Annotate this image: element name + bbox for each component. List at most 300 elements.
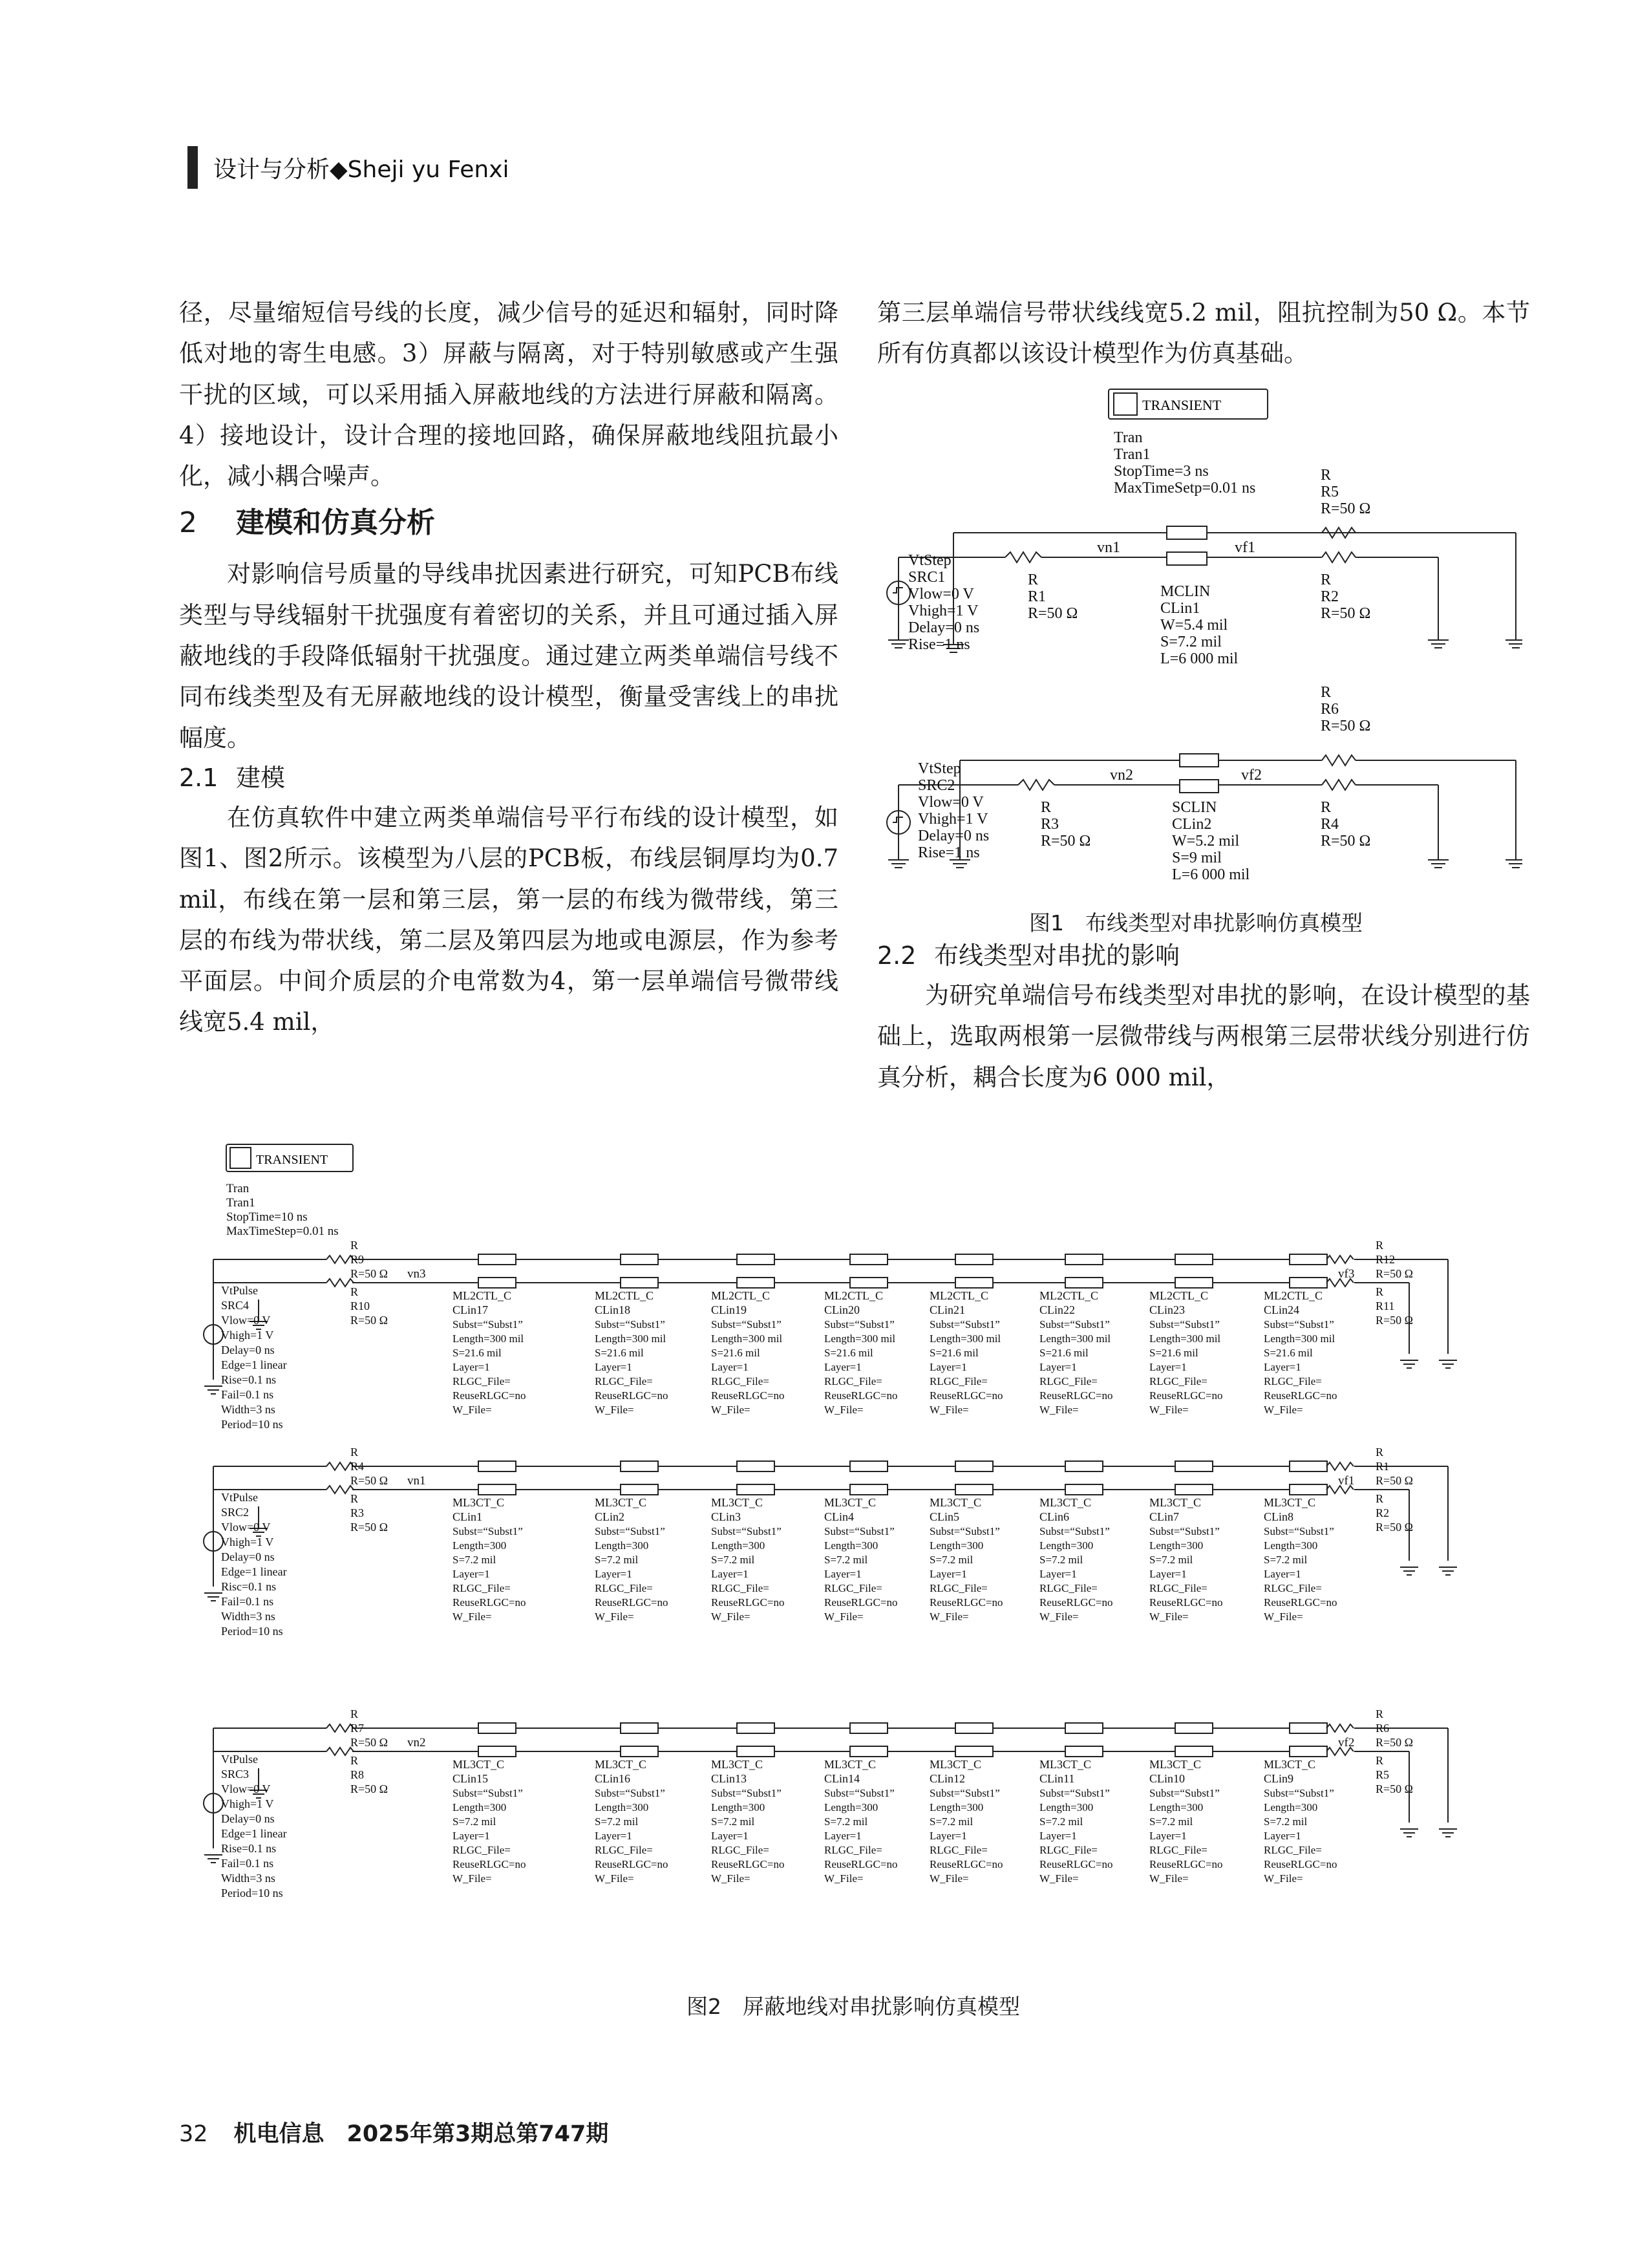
- sclin-label: W=5.2 mil: [1172, 833, 1240, 850]
- coupled-line-param: W_File=: [1149, 1610, 1189, 1623]
- resistor-label: R=50 Ω: [1376, 1474, 1414, 1487]
- source-label: SRC4: [221, 1299, 250, 1312]
- coupled-line-param: RLGC_File=: [1039, 1844, 1098, 1856]
- coupled-line-param: ReuseRLGC=no: [595, 1389, 668, 1402]
- coupled-line-param: Subst=“Subst1”: [1039, 1318, 1110, 1331]
- coupled-line-param: Subst=“Subst1”: [711, 1787, 782, 1799]
- coupled-line-param: S=21.6 mil: [711, 1347, 760, 1359]
- coupled-line-param: ReuseRLGC=no: [930, 1596, 1003, 1609]
- r6-label: R6: [1321, 701, 1339, 718]
- coupled-line-type: ML3CT_C: [452, 1758, 505, 1771]
- figure-2: [187, 1139, 1519, 1973]
- resistor-label: R12: [1376, 1253, 1396, 1266]
- coupled-line-param: Layer=1: [595, 1830, 632, 1842]
- coupled-line-param: Subst=“Subst1”: [452, 1318, 523, 1331]
- coupled-line-name: CLin13: [711, 1772, 747, 1785]
- coupled-line-param: S=21.6 mil: [824, 1347, 873, 1359]
- source-label: Fail=0.1 ns: [221, 1857, 274, 1870]
- coupled-line-param: Layer=1: [1039, 1568, 1077, 1580]
- coupled-line-param: W_File=: [711, 1610, 750, 1623]
- coupled-line-param: ReuseRLGC=no: [452, 1389, 526, 1402]
- resistor-label: R: [1376, 1239, 1384, 1252]
- resistor-label: R7: [350, 1722, 365, 1735]
- coupled-line-type: ML3CT_C: [824, 1758, 877, 1771]
- coupled-line-name: CLin3: [711, 1510, 741, 1523]
- coupled-line-param: RLGC_File=: [595, 1375, 653, 1387]
- r4-label: R=50 Ω: [1321, 833, 1371, 850]
- src2-label: Vlow=0 V: [918, 794, 984, 811]
- source-label: Delay=0 ns: [221, 1343, 275, 1356]
- coupled-line-name: CLin5: [930, 1510, 960, 1523]
- coupled-line-type: ML3CT_C: [930, 1758, 982, 1771]
- coupled-line-param: Subst=“Subst1”: [711, 1525, 782, 1537]
- coupled-line-param: ReuseRLGC=no: [824, 1389, 898, 1402]
- coupled-line-type: ML2CTL_C: [930, 1289, 989, 1302]
- coupled-line-param: ReuseRLGC=no: [930, 1858, 1003, 1870]
- resistor-label: R=50 Ω: [350, 1521, 388, 1534]
- resistor-label: R5: [1376, 1768, 1390, 1781]
- coupled-line-type: ML3CT_C: [711, 1496, 763, 1509]
- coupled-line-param: Length=300: [595, 1539, 649, 1552]
- coupled-line-param: Length=300 mil: [1149, 1332, 1221, 1345]
- right-para-2: 为研究单端信号布线类型对串扰的影响，在设计模型的基础上，选取两根第一层微带线与两根第三层带状线分别进行仿真分析，耦合长度为6 000 mil，: [877, 981, 1530, 1091]
- coupled-line-param: Subst=“Subst1”: [1264, 1525, 1334, 1537]
- coupled-line-param: W_File=: [824, 1872, 864, 1885]
- source-label: Width=3 ns: [221, 1610, 275, 1623]
- coupled-line-param: RLGC_File=: [824, 1375, 882, 1387]
- tran-line: Tran1: [1114, 446, 1151, 463]
- coupled-line-name: CLin11: [1039, 1772, 1075, 1785]
- section-title: 建模和仿真分析: [236, 506, 435, 540]
- src1-label: Vhigh=1 V: [908, 603, 979, 619]
- coupled-line-param: RLGC_File=: [595, 1844, 653, 1856]
- figure-1: [869, 383, 1522, 893]
- coupled-line-name: CLin6: [1039, 1510, 1070, 1523]
- coupled-line-param: RLGC_File=: [711, 1582, 769, 1594]
- coupled-line-param: Layer=1: [1149, 1361, 1187, 1373]
- running-header: [187, 147, 509, 187]
- coupled-line-param: RLGC_File=: [1264, 1582, 1322, 1594]
- coupled-line-param: W_File=: [930, 1404, 969, 1416]
- coupled-line-type: ML2CTL_C: [711, 1289, 771, 1302]
- coupled-line-type: ML3CT_C: [824, 1496, 877, 1509]
- coupled-line-name: CLin16: [595, 1772, 631, 1785]
- resistor-label: R=50 Ω: [350, 1736, 388, 1749]
- header-text: 设计与分析◆Sheji yu Fenxi: [213, 156, 509, 183]
- coupled-line-type: ML3CT_C: [1264, 1496, 1316, 1509]
- coupled-line-type: ML3CT_C: [1264, 1758, 1316, 1771]
- coupled-line-param: Length=300: [595, 1801, 649, 1813]
- coupled-line-param: W_File=: [1039, 1404, 1079, 1416]
- coupled-line-param: S=7.2 mil: [930, 1554, 973, 1566]
- coupled-line-param: Layer=1: [824, 1361, 862, 1373]
- coupled-line-param: Length=300 mil: [824, 1332, 896, 1345]
- resistor-label: R: [350, 1492, 359, 1505]
- coupled-line-param: S=7.2 mil: [1264, 1554, 1308, 1566]
- coupled-line-param: RLGC_File=: [930, 1844, 988, 1856]
- coupled-line-param: Length=300: [824, 1539, 878, 1552]
- coupled-line-param: RLGC_File=: [824, 1582, 882, 1594]
- src1-label: Delay=0 ns: [908, 619, 980, 636]
- coupled-line-type: ML2CTL_C: [452, 1289, 512, 1302]
- coupled-line-type: ML3CT_C: [1149, 1758, 1202, 1771]
- resistor-label: R6: [1376, 1722, 1390, 1735]
- resistor-label: R11: [1376, 1300, 1395, 1312]
- figure-2-row: [204, 1446, 1457, 1638]
- coupled-line-type: ML3CT_C: [595, 1496, 647, 1509]
- coupled-line-param: W_File=: [1039, 1610, 1079, 1623]
- figure-2-row: [204, 1239, 1457, 1431]
- resistor-label: R=50 Ω: [350, 1267, 388, 1280]
- subsection-2-1-heading: [179, 758, 838, 797]
- coupled-line-param: Subst=“Subst1”: [711, 1318, 782, 1331]
- mclin-label: L=6 000 mil: [1160, 650, 1239, 667]
- coupled-line-param: ReuseRLGC=no: [1264, 1858, 1337, 1870]
- coupled-line-param: RLGC_File=: [930, 1375, 988, 1387]
- coupled-line-param: Length=300 mil: [595, 1332, 666, 1345]
- transient-label: TRANSIENT: [256, 1153, 328, 1167]
- sclin-label: S=9 mil: [1172, 850, 1222, 866]
- r1-label: R: [1028, 572, 1039, 588]
- coupled-line-param: Length=300: [824, 1801, 878, 1813]
- source-label: Width=3 ns: [221, 1403, 275, 1416]
- coupled-line-name: CLin23: [1149, 1303, 1186, 1316]
- coupled-line-param: Subst=“Subst1”: [1039, 1787, 1110, 1799]
- src1-label: Vlow=0 V: [908, 586, 974, 603]
- coupled-line-param: Layer=1: [595, 1568, 632, 1580]
- coupled-line-param: S=7.2 mil: [711, 1815, 755, 1828]
- coupled-line-param: Subst=“Subst1”: [1039, 1525, 1110, 1537]
- coupled-line-param: S=7.2 mil: [824, 1554, 868, 1566]
- coupled-line-param: Length=300: [1149, 1801, 1204, 1813]
- source-label: Fail=0.1 ns: [221, 1595, 274, 1608]
- resistor-label: R: [1376, 1446, 1384, 1459]
- coupled-line-param: Subst=“Subst1”: [824, 1787, 895, 1799]
- r2-label: R2: [1321, 588, 1339, 605]
- coupled-line-param: W_File=: [824, 1610, 864, 1623]
- mclin-label: S=7.2 mil: [1160, 634, 1222, 650]
- figure-2-caption: 图2 屏蔽地线对串扰影响仿真模型: [686, 1994, 1020, 2019]
- source-label: Vhigh=1 V: [221, 1797, 274, 1810]
- coupled-line-param: ReuseRLGC=no: [452, 1596, 526, 1609]
- coupled-line-name: CLin22: [1039, 1303, 1076, 1316]
- resistor-label: R=50 Ω: [1376, 1267, 1414, 1280]
- coupled-line-type: ML3CT_C: [452, 1496, 505, 1509]
- coupled-line-param: Length=300: [1149, 1539, 1204, 1552]
- r3-label: R3: [1041, 816, 1059, 833]
- coupled-line-param: W_File=: [595, 1404, 634, 1416]
- coupled-line-param: S=7.2 mil: [930, 1815, 973, 1828]
- coupled-line-param: W_File=: [1264, 1404, 1303, 1416]
- resistor-label: R=50 Ω: [1376, 1782, 1414, 1795]
- resistor-label: R: [350, 1707, 359, 1720]
- journal-info: 机电信息 2025年第3期总第747期: [233, 2121, 609, 2147]
- left-para-1: 径，尽量缩短信号线的长度，减少信号的延迟和辐射，同时降低对地的寄生电感。3）屏蔽与隔离，对于特别敏感或产生强干扰的区域，可以采用插入屏蔽地线的方法进行屏蔽和隔离。4）接地设计，设计合理的接地回路，确保屏蔽地线阻抗最小化，减小耦合噪声。: [179, 299, 838, 491]
- coupled-line-param: Layer=1: [930, 1568, 967, 1580]
- source-label: Edge=1 linear: [221, 1827, 287, 1840]
- coupled-line-name: CLin19: [711, 1303, 747, 1316]
- resistor-label: R=50 Ω: [1376, 1314, 1414, 1327]
- src1-label: Rise=1 ns: [908, 636, 970, 653]
- resistor-label: R: [350, 1446, 359, 1459]
- figure-2-row: [204, 1707, 1457, 1899]
- header-bar: [187, 146, 198, 189]
- figure-2-schematic: [187, 1139, 1519, 1973]
- coupled-line-param: Subst=“Subst1”: [1149, 1787, 1220, 1799]
- coupled-line-type: ML2CTL_C: [824, 1289, 884, 1302]
- coupled-line-param: ReuseRLGC=no: [824, 1596, 898, 1609]
- r3-label: R: [1041, 799, 1052, 816]
- coupled-line-param: Layer=1: [711, 1361, 749, 1373]
- left-column: [179, 292, 838, 1043]
- coupled-line-param: Layer=1: [1039, 1361, 1077, 1373]
- coupled-line-param: Layer=1: [452, 1361, 490, 1373]
- coupled-line-type: ML3CT_C: [930, 1496, 982, 1509]
- coupled-line-param: W_File=: [595, 1610, 634, 1623]
- source-label: Vlow=0 V: [221, 1782, 271, 1795]
- src2-label: Delay=0 ns: [918, 828, 990, 844]
- coupled-line-param: W_File=: [930, 1610, 969, 1623]
- coupled-line-param: Subst=“Subst1”: [824, 1525, 895, 1537]
- coupled-line-type: ML2CTL_C: [1264, 1289, 1323, 1302]
- coupled-line-param: Length=300: [452, 1539, 507, 1552]
- coupled-line-name: CLin20: [824, 1303, 860, 1316]
- net-label: vf2: [1338, 1736, 1355, 1749]
- coupled-line-param: W_File=: [452, 1404, 492, 1416]
- coupled-line-param: W_File=: [930, 1872, 969, 1885]
- coupled-line-param: Layer=1: [711, 1830, 749, 1842]
- r5-label: R5: [1321, 484, 1339, 500]
- src1-label: VtStep: [908, 552, 952, 569]
- coupled-line-name: CLin2: [595, 1510, 625, 1523]
- coupled-line-param: ReuseRLGC=no: [1149, 1858, 1223, 1870]
- coupled-line-type: ML3CT_C: [1149, 1496, 1202, 1509]
- coupled-line-param: RLGC_File=: [711, 1375, 769, 1387]
- r3-label: R=50 Ω: [1041, 833, 1091, 850]
- coupled-line-param: ReuseRLGC=no: [1039, 1858, 1113, 1870]
- source-label: Delay=0 ns: [221, 1550, 275, 1563]
- coupled-line-param: ReuseRLGC=no: [930, 1389, 1003, 1402]
- coupled-line-param: Layer=1: [930, 1361, 967, 1373]
- coupled-line-param: S=21.6 mil: [595, 1347, 644, 1359]
- src2-label: VtStep: [918, 760, 961, 777]
- coupled-line-param: Length=300 mil: [930, 1332, 1001, 1345]
- source-label: Period=10 ns: [221, 1887, 283, 1899]
- coupled-line-param: Subst=“Subst1”: [595, 1787, 665, 1799]
- r4-label: R4: [1321, 816, 1339, 833]
- coupled-line-param: S=7.2 mil: [1264, 1815, 1308, 1828]
- coupled-line-param: Layer=1: [711, 1568, 749, 1580]
- coupled-line-param: RLGC_File=: [1264, 1844, 1322, 1856]
- src2-label: Vhigh=1 V: [918, 811, 988, 828]
- resistor-label: R9: [350, 1253, 365, 1266]
- coupled-line-param: ReuseRLGC=no: [824, 1858, 898, 1870]
- resistor-label: R8: [350, 1768, 365, 1781]
- coupled-line-param: S=21.6 mil: [930, 1347, 979, 1359]
- resistor-label: R=50 Ω: [1376, 1736, 1414, 1749]
- coupled-line-type: ML3CT_C: [595, 1758, 647, 1771]
- resistor-label: R: [350, 1754, 359, 1767]
- section-number: 2: [179, 506, 197, 540]
- coupled-line-param: S=7.2 mil: [824, 1815, 868, 1828]
- r4-label: R: [1321, 799, 1332, 816]
- coupled-line-name: CLin15: [452, 1772, 489, 1785]
- coupled-line-param: RLGC_File=: [1149, 1582, 1207, 1594]
- coupled-line-param: S=7.2 mil: [1039, 1554, 1083, 1566]
- coupled-line-name: CLin7: [1149, 1510, 1180, 1523]
- coupled-line-param: Layer=1: [1149, 1568, 1187, 1580]
- source-label: Vlow=0 V: [221, 1314, 271, 1327]
- coupled-line-param: Subst=“Subst1”: [452, 1787, 523, 1799]
- coupled-line-param: W_File=: [711, 1404, 750, 1416]
- section-2-heading: [179, 502, 838, 544]
- resistor-label: R: [1376, 1707, 1384, 1720]
- coupled-line-type: ML3CT_C: [1039, 1496, 1092, 1509]
- coupled-line-param: Length=300 mil: [711, 1332, 783, 1345]
- source-label: SRC3: [221, 1768, 250, 1781]
- coupled-line-param: Subst=“Subst1”: [595, 1525, 665, 1537]
- r2-label: R: [1321, 572, 1332, 588]
- coupled-line-param: RLGC_File=: [930, 1582, 988, 1594]
- coupled-line-param: S=7.2 mil: [452, 1815, 496, 1828]
- coupled-line-param: W_File=: [711, 1872, 750, 1885]
- coupled-line-name: CLin17: [452, 1303, 489, 1316]
- net-vn1: vn1: [1097, 539, 1120, 556]
- coupled-line-param: Length=300 mil: [1039, 1332, 1111, 1345]
- coupled-line-param: Subst=“Subst1”: [824, 1318, 895, 1331]
- coupled-line-name: CLin12: [930, 1772, 966, 1785]
- source-label: Fail=0.1 ns: [221, 1388, 274, 1401]
- coupled-line-param: S=7.2 mil: [452, 1554, 496, 1566]
- source-label: Rise=0.1 ns: [221, 1373, 277, 1386]
- src1-label: SRC1: [908, 569, 946, 586]
- coupled-line-param: RLGC_File=: [711, 1844, 769, 1856]
- coupled-line-param: RLGC_File=: [1039, 1582, 1098, 1594]
- coupled-line-param: ReuseRLGC=no: [595, 1596, 668, 1609]
- coupled-line-param: Subst=“Subst1”: [1149, 1318, 1220, 1331]
- coupled-line-name: CLin24: [1264, 1303, 1300, 1316]
- coupled-line-param: RLGC_File=: [1039, 1375, 1098, 1387]
- coupled-line-param: Length=300: [1264, 1539, 1318, 1552]
- resistor-label: R: [350, 1285, 359, 1298]
- coupled-line-param: RLGC_File=: [1264, 1375, 1322, 1387]
- coupled-line-param: S=21.6 mil: [1264, 1347, 1313, 1359]
- sclin-label: CLin2: [1172, 816, 1212, 833]
- resistor-label: R: [1376, 1492, 1384, 1505]
- resistor-label: R: [350, 1239, 359, 1252]
- coupled-line-param: Subst=“Subst1”: [930, 1525, 1000, 1537]
- resistor-label: R1: [1376, 1460, 1390, 1473]
- coupled-line-param: Length=300: [1039, 1801, 1094, 1813]
- coupled-line-param: ReuseRLGC=no: [452, 1858, 526, 1870]
- coupled-line-param: RLGC_File=: [824, 1844, 882, 1856]
- page-footer: [179, 2116, 608, 2148]
- coupled-line-param: RLGC_File=: [595, 1582, 653, 1594]
- coupled-line-param: ReuseRLGC=no: [711, 1858, 785, 1870]
- coupled-line-param: ReuseRLGC=no: [1149, 1596, 1223, 1609]
- coupled-line-param: Subst=“Subst1”: [452, 1525, 523, 1537]
- coupled-line-name: CLin18: [595, 1303, 631, 1316]
- resistor-label: R4: [350, 1460, 365, 1473]
- coupled-line-param: Subst=“Subst1”: [1149, 1525, 1220, 1537]
- source-label: Rise=0.1 ns: [221, 1842, 277, 1855]
- coupled-line-param: Subst=“Subst1”: [1264, 1787, 1334, 1799]
- coupled-line-param: W_File=: [824, 1404, 864, 1416]
- tran-line: MaxTimeStep=0.01 ns: [226, 1225, 339, 1238]
- source-label: Period=10 ns: [221, 1625, 283, 1638]
- coupled-line-param: W_File=: [452, 1872, 492, 1885]
- coupled-line-param: S=21.6 mil: [1039, 1347, 1089, 1359]
- coupled-line-param: Layer=1: [824, 1568, 862, 1580]
- coupled-line-name: CLin1: [452, 1510, 483, 1523]
- source-label: Width=3 ns: [221, 1872, 275, 1885]
- coupled-line-param: ReuseRLGC=no: [1264, 1389, 1337, 1402]
- tran-line: MaxTimeSetp=0.01 ns: [1114, 480, 1256, 497]
- coupled-line-type: ML2CTL_C: [1039, 1289, 1099, 1302]
- coupled-line-param: ReuseRLGC=no: [595, 1858, 668, 1870]
- sclin-label: L=6 000 mil: [1172, 866, 1250, 883]
- coupled-line-type: ML2CTL_C: [1149, 1289, 1209, 1302]
- coupled-line-name: CLin9: [1264, 1772, 1294, 1785]
- coupled-line-param: RLGC_File=: [1149, 1375, 1207, 1387]
- subsection-2-2-heading: [877, 936, 1530, 975]
- left-para-2: 对影响信号质量的导线串扰因素进行研究，可知PCB布线类型与导线辐射干扰强度有着密切的关系，并且可通过插入屏蔽地线的手段降低辐射干扰强度。通过建立两类单端信号线不同布线类型及有无屏蔽地线的设计模型，衡量受害线上的串扰幅度。: [179, 560, 838, 752]
- coupled-line-param: Subst=“Subst1”: [1264, 1318, 1334, 1331]
- right-column-bottom: [877, 936, 1530, 1098]
- subsection-number: 2.2: [877, 941, 917, 970]
- coupled-line-name: CLin21: [930, 1303, 966, 1316]
- coupled-line-param: Layer=1: [1264, 1568, 1301, 1580]
- subsection-number: 2.1: [179, 763, 218, 792]
- tran-line: Tran1: [226, 1196, 255, 1210]
- r6-label: R=50 Ω: [1321, 718, 1371, 734]
- resistor-label: R=50 Ω: [350, 1782, 388, 1795]
- coupled-line-param: RLGC_File=: [452, 1582, 511, 1594]
- net-vf1: vf1: [1235, 539, 1255, 556]
- coupled-line-param: Subst=“Subst1”: [930, 1318, 1000, 1331]
- source-label: Edge=1 linear: [221, 1565, 287, 1578]
- resistor-label: R10: [350, 1300, 370, 1312]
- coupled-line-param: Length=300 mil: [452, 1332, 524, 1345]
- net-label: vn2: [407, 1736, 426, 1749]
- coupled-line-param: RLGC_File=: [452, 1844, 511, 1856]
- tran-line: Tran: [226, 1182, 250, 1195]
- coupled-line-type: ML2CTL_C: [595, 1289, 654, 1302]
- resistor-label: R: [1376, 1285, 1384, 1298]
- coupled-line-param: S=21.6 mil: [452, 1347, 502, 1359]
- r5-label: R: [1321, 467, 1332, 484]
- coupled-line-param: Length=300: [1039, 1539, 1094, 1552]
- transient-label: TRANSIENT: [1142, 397, 1222, 413]
- coupled-line-param: Layer=1: [452, 1830, 490, 1842]
- resistor-label: R2: [1376, 1506, 1390, 1519]
- coupled-line-param: RLGC_File=: [1149, 1844, 1207, 1856]
- coupled-line-param: S=7.2 mil: [1149, 1815, 1193, 1828]
- source-label: VtPulse: [221, 1491, 259, 1504]
- coupled-line-param: Subst=“Subst1”: [930, 1787, 1000, 1799]
- coupled-line-param: Layer=1: [1149, 1830, 1187, 1842]
- coupled-line-param: Length=300: [711, 1539, 765, 1552]
- coupled-line-param: W_File=: [595, 1872, 634, 1885]
- coupled-line-param: S=7.2 mil: [595, 1554, 639, 1566]
- coupled-line-param: W_File=: [1039, 1872, 1079, 1885]
- left-para-3: 在仿真软件中建立两类单端信号平行布线的设计模型，如图1、图2所示。该模型为八层的PCB板，布线层铜厚均为0.7 mil，布线在第一层和第三层，第一层的布线为微带线，第三层的布线为带状线，第二层及第四层为地或电源层，作为参考平面层。中间介质层的介电常数为4，第一层单端信号微带线线宽5.4 mil，: [179, 803, 838, 1036]
- mclin-label: CLin1: [1160, 600, 1200, 617]
- r6-label: R: [1321, 684, 1332, 701]
- source-label: Edge=1 linear: [221, 1358, 287, 1371]
- coupled-line-param: Length=300: [930, 1801, 984, 1813]
- source-label: Period=10 ns: [221, 1418, 283, 1431]
